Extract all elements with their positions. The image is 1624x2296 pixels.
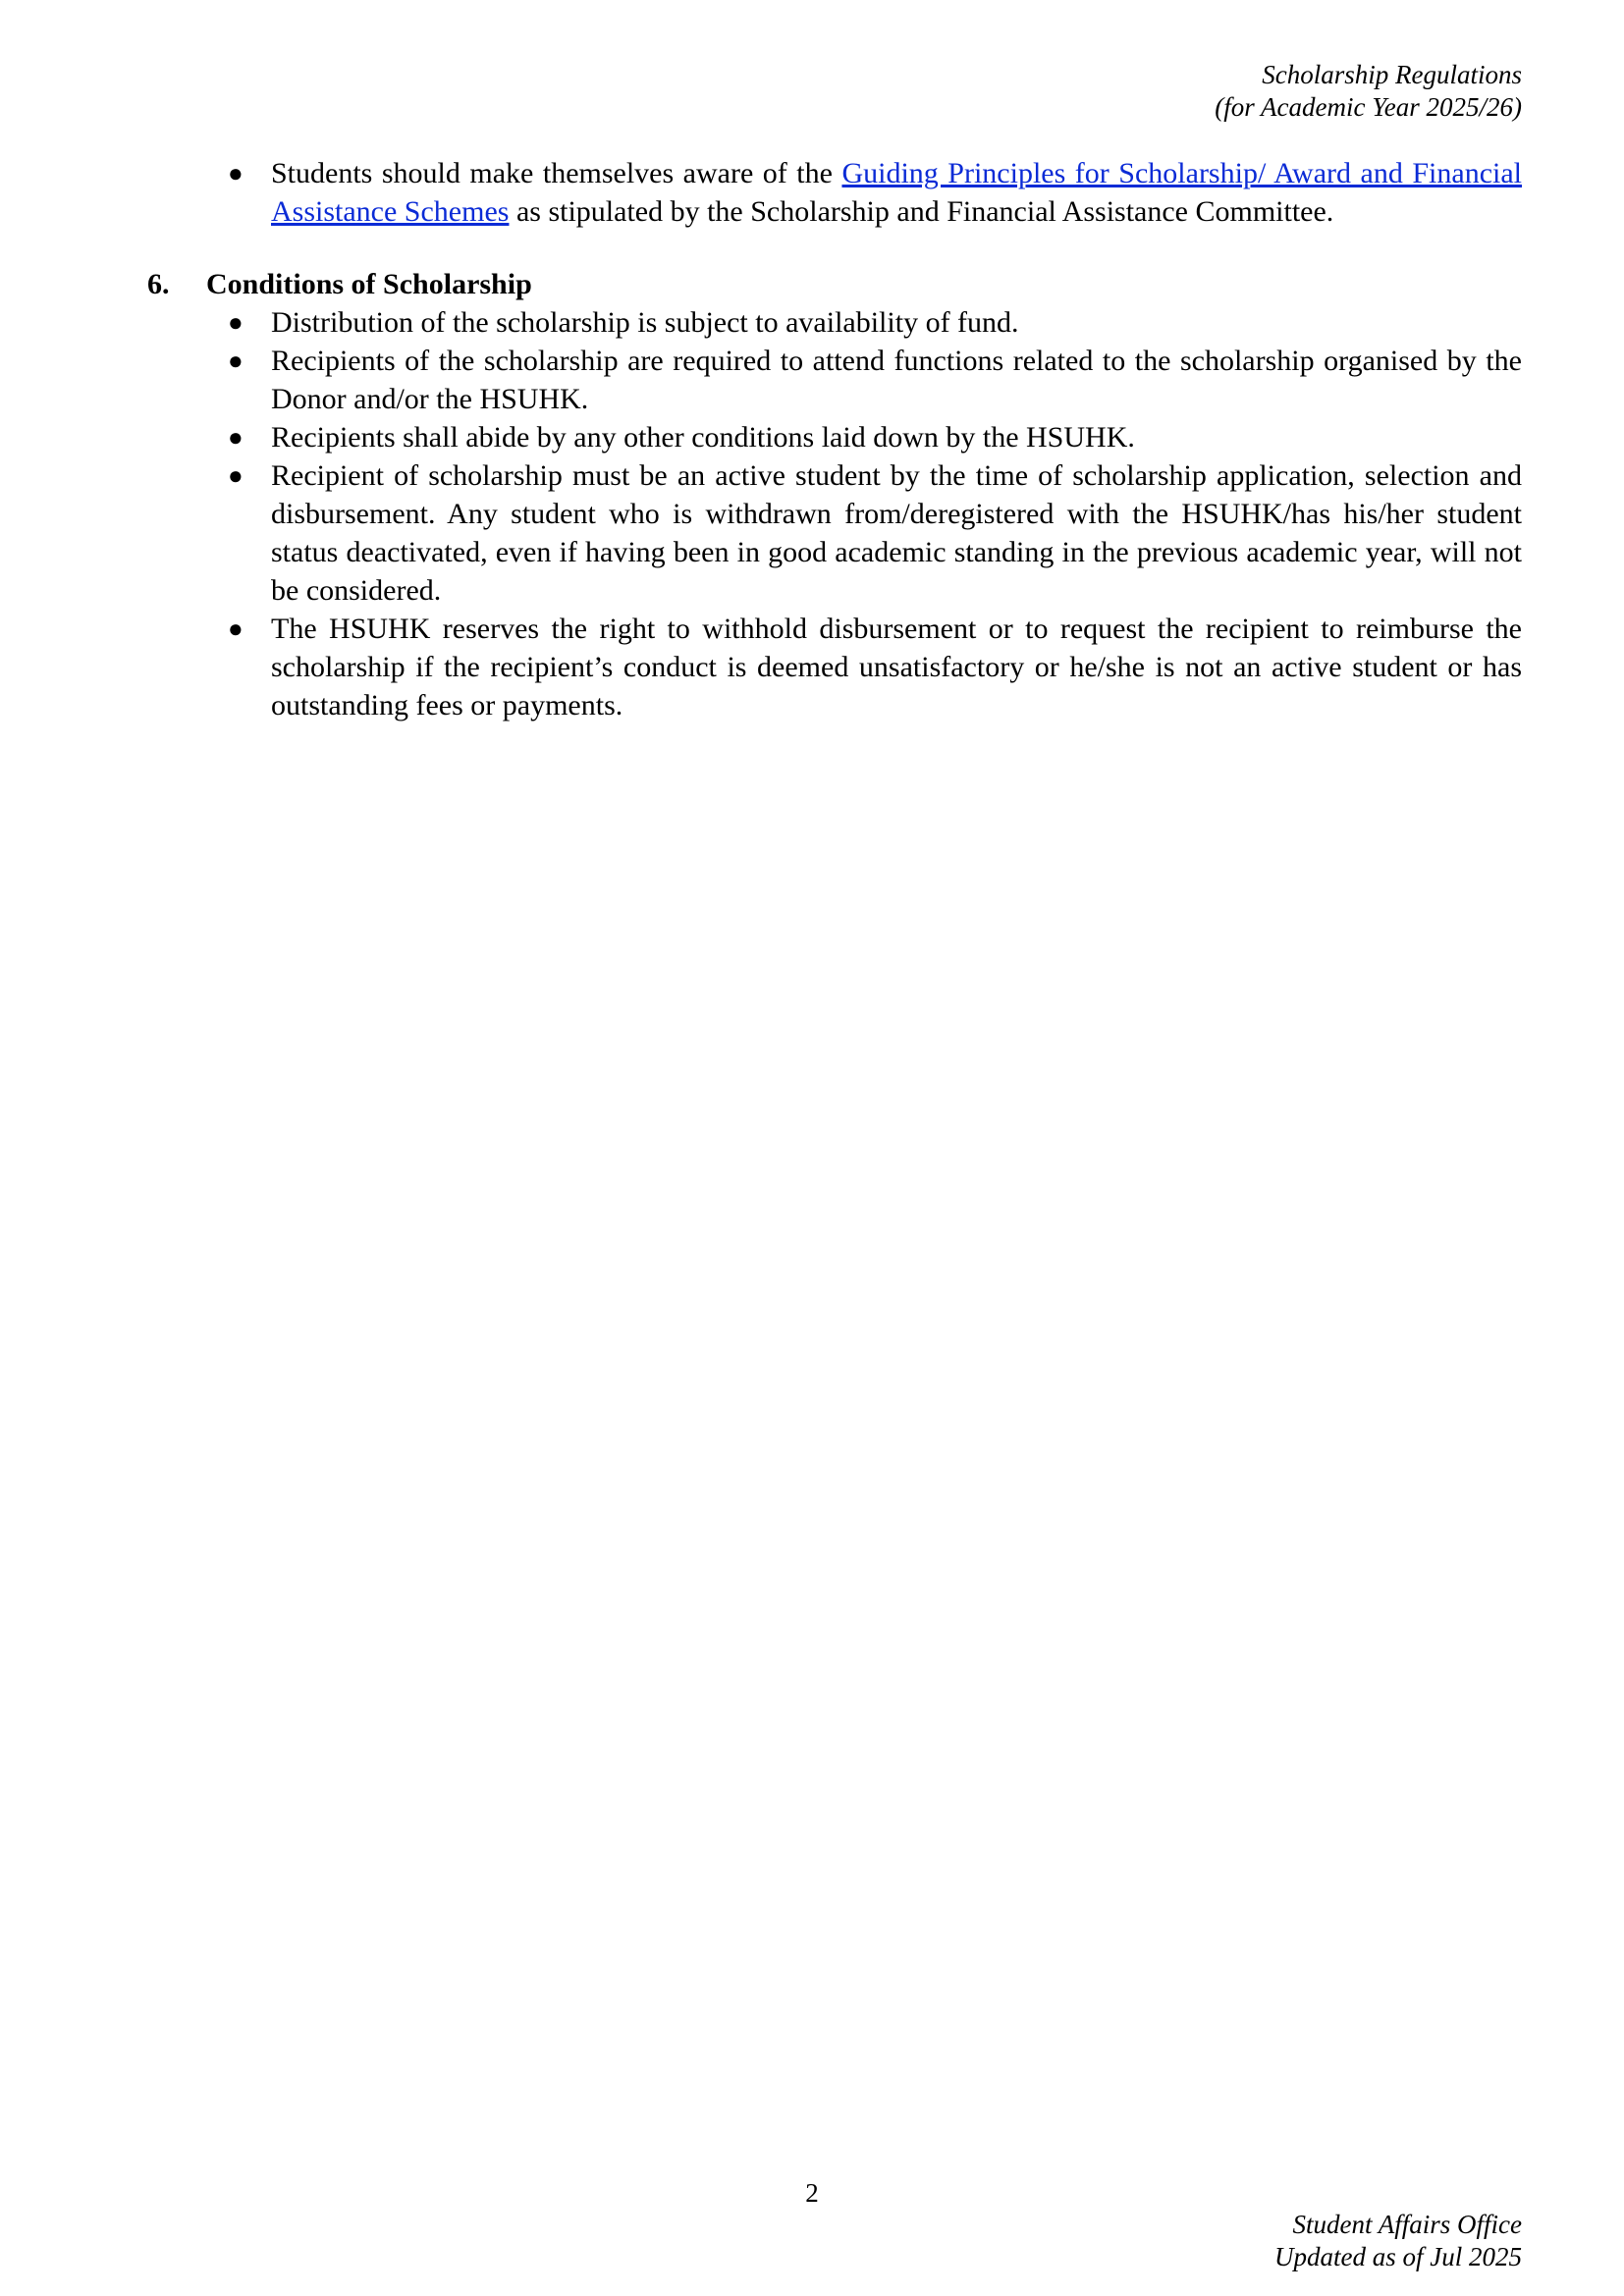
section-title: Conditions of Scholarship [206, 268, 532, 300]
condition-text: Distribution of the scholarship is subject to availability of fund. [271, 306, 1019, 339]
page-number: 2 [805, 2178, 819, 2208]
bullet-icon: ● [228, 614, 244, 643]
bullet-icon: ● [228, 423, 244, 452]
footer-updated-date: Updated as of Jul 2025 [1274, 2242, 1522, 2271]
section-number: 6. [147, 268, 170, 300]
document-body [147, 154, 1522, 724]
conditions-list [147, 303, 1522, 724]
page-footer [1274, 2209, 1522, 2273]
guiding-principles-link[interactable]: Guiding Principles for Scholarship/ Award and Financial Assistance Schemes [271, 157, 1522, 228]
bullet-icon: ● [228, 308, 244, 337]
bullet-icon: ● [228, 159, 244, 187]
header-document-title: Scholarship Regulations [1262, 60, 1522, 89]
bullet-icon: ● [228, 347, 244, 375]
intro-text-before: Students should make themselves aware of the [271, 157, 842, 189]
list-item [147, 342, 1522, 418]
section-heading [147, 265, 1522, 303]
list-item [147, 418, 1522, 456]
list-item [147, 456, 1522, 610]
condition-text: Recipients shall abide by any other conditions laid down by the HSUHK. [271, 421, 1135, 454]
condition-text: The HSUHK reserves the right to withhold disbursement or to request the recipient to reimburse the scholarship if the recipient’s conduct is deemed unsatisfactory or he/she is not an active student or has outstanding fees or payments. [271, 613, 1522, 721]
header-academic-year: (for Academic Year 2025/26) [1215, 92, 1522, 122]
list-item [147, 154, 1522, 231]
bullet-icon: ● [228, 461, 244, 490]
intro-bullet-list [147, 154, 1522, 231]
intro-text-after: as stipulated by the Scholarship and Financial Assistance Committee. [509, 195, 1334, 228]
condition-text: Recipients of the scholarship are required to attend functions related to the scholarship organised by the Donor and/or the HSUHK. [271, 345, 1522, 415]
page-header [1215, 59, 1522, 124]
condition-text: Recipient of scholarship must be an active student by the time of scholarship application, selection and disbursement. Any student who is withdrawn from/deregistered with the HSUHK/has his/her student status deactivated, even if having been in good academic standing in the previous academic year, will not be considered. [271, 459, 1522, 607]
list-item [147, 610, 1522, 724]
footer-office: Student Affairs Office [1292, 2210, 1522, 2239]
list-item [147, 303, 1522, 342]
